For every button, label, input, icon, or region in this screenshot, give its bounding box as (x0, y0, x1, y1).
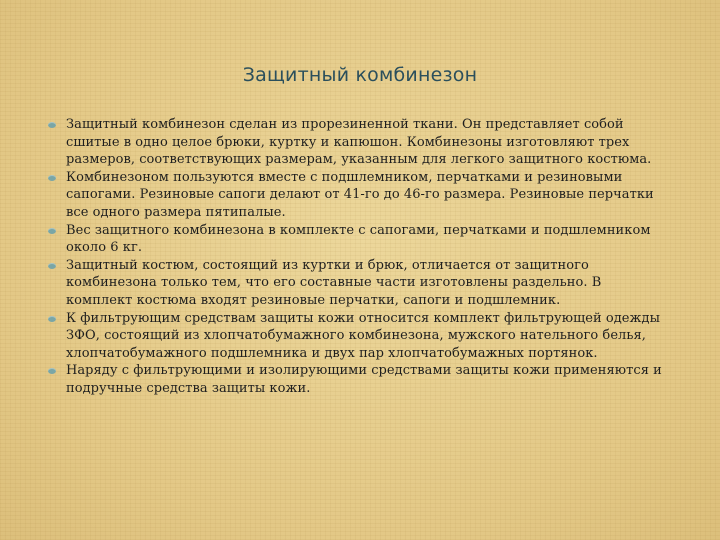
bullet-dot-icon (48, 368, 56, 374)
bullet-dot-icon (48, 175, 56, 181)
bullet-item (46, 257, 666, 310)
bullet-text: К фильтрующим средствам защиты кожи относится комплект фильтрующей одежды ЗФО, состоящий из хлопчатобумажного комбинезона, мужского нательного белья, хлопчатобумажного подшлемника и двух пар хлопчатобумажных портянок. (66, 310, 661, 361)
bullet-item (46, 362, 666, 397)
bullet-text: Защитный костюм, состоящий из куртки и брюк, отличается от защитного комбинезона только тем, что его составные части изготовлены раздельно. В комплект костюма входят резиновые перчатки, сапоги и подшлемник. (66, 257, 602, 308)
bullet-item (46, 169, 666, 222)
bullet-text: Комбинезоном пользуются вместе с подшлемником, перчатками и резиновыми сапогами. Резиновые сапоги делают от 41-го до 46-го размера. Резиновые перчатки все одного размера пятипалые. (66, 169, 654, 220)
bullet-text: Вес защитного комбинезона в комплекте с сапогами, перчатками и подшлемником около 6 кг. (66, 222, 651, 256)
bullet-item (46, 310, 666, 363)
bullet-item (46, 116, 666, 169)
bullet-text: Защитный комбинезон сделан из прорезиненной ткани. Он представляет собой сшитые в одно целое брюки, куртку и капюшон. Комбинезоны изготовляют трех размеров, соответствующих размерам, указанным для легкого защитного костюма. (66, 117, 652, 168)
bullet-item (46, 222, 666, 257)
bullet-dot-icon (48, 316, 56, 322)
bullet-dot-icon (48, 263, 56, 269)
bullet-dot-icon (48, 228, 56, 234)
bullet-text: Наряду с фильтрующими и изолирующими средствами защиты кожи применяются и подручные средства защиты кожи. (66, 363, 662, 396)
bullet-dot-icon (48, 122, 56, 128)
bullet-list (46, 116, 666, 398)
slide-title: Защитный комбинезон (242, 64, 478, 86)
